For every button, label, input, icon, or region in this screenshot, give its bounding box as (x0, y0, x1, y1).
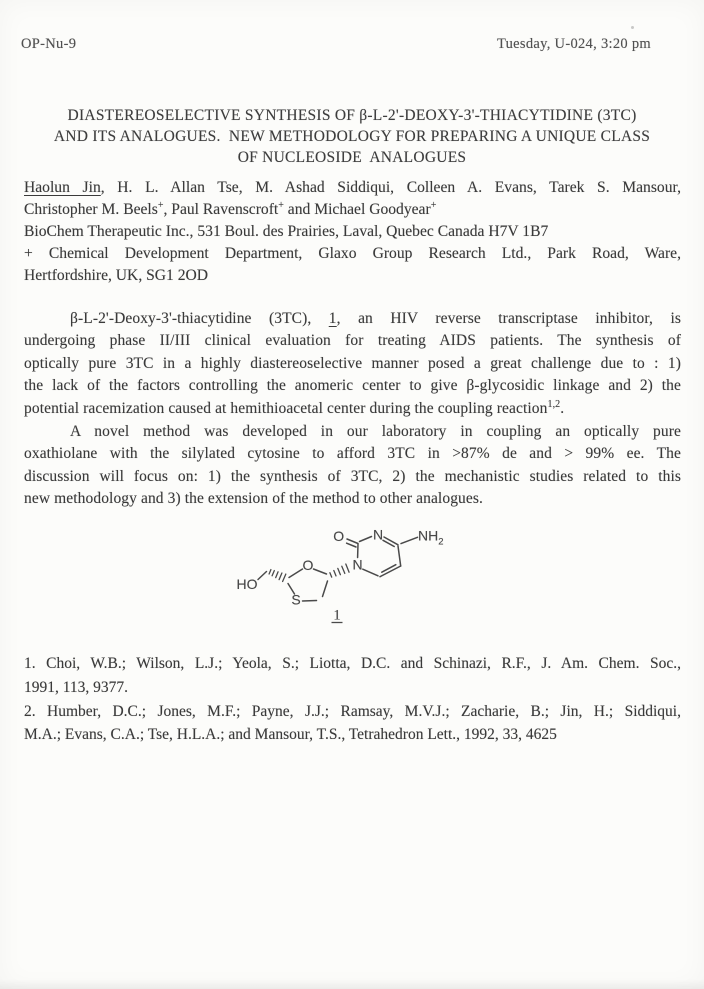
affiliation-superscript: + (157, 199, 164, 211)
reference-1-line-2: 1991, 113, 9377. (24, 678, 129, 696)
text-line: oxathiolane with the silylated cytosine to afford 3TC in >87% de and > 99% ee. The (24, 445, 681, 463)
paper-title (20, 105, 684, 168)
atom-label-ho: HO (236, 576, 258, 592)
title-line-3: OF NUCLEOSIDE ANALOGUES (237, 149, 467, 166)
text-line: discussion will focus on: 1) the synthesis of 3TC, 2) the mechanistic studies related to this (24, 467, 681, 485)
references-block (24, 652, 681, 747)
atom-label-ring-o: O (302, 557, 314, 573)
session-schedule: Tuesday, U-024, 3:20 pm (496, 36, 651, 52)
text-line: optically pure 3TC in a highly diastereoselective manner posed a great challenge due to : 1) (24, 354, 681, 372)
page-header (21, 36, 651, 53)
text-line (24, 308, 681, 330)
affiliation-superscript: + (278, 199, 284, 211)
session-code: OP-Nu-9 (21, 36, 77, 52)
text-line: undergoing phase II/III clinical evaluation for treating AIDS patients. The synthesis of (24, 332, 681, 350)
text-line: new methodology and 3) the extension of the method to other analogues. (24, 490, 483, 508)
text-line (24, 398, 681, 420)
affiliation-superscript: + (430, 199, 437, 211)
text-line: the lack of the factors controlling the anomeric center to give β-glycosidic linkage and 2) the (24, 377, 681, 395)
atom-label-n1: N (352, 556, 363, 573)
author-name: Christopher M. Beels (24, 201, 158, 218)
author-name: and Michael Goodyear (283, 201, 431, 218)
atom-label-amine: $NH_2$ (418, 527, 444, 548)
scan-speck (631, 26, 634, 29)
atom-label-carbonyl-o: O (333, 528, 345, 544)
title-line-1: DIASTEREOSELECTIVE SYNTHESIS OF β-L-2'-DEOXY-3'-THIACYTIDINE (3TC) (67, 107, 637, 124)
reference-1-line-1: 1. Choi, W.B.; Wilson, L.J.; Yeola, S.; Liotta, D.C. and Schinazi, R.F., J. Am. Chem. Soc., (24, 655, 681, 672)
presenting-author: Haolun Jin (24, 179, 101, 196)
authors-block (24, 177, 681, 287)
title-line-2: AND ITS ANALOGUES. NEW METHODOLOGY FOR PREPARING A UNIQUE CLASS (53, 128, 651, 145)
text-segment: . (560, 399, 565, 417)
author-line-2 (24, 199, 681, 221)
abstract-paragraph-2 (24, 421, 681, 511)
compound-number-label: 1 (333, 607, 341, 624)
affiliation-line-1: BioChem Therapeutic Inc., 531 Boul. des Prairies, Laval, Quebec Canada H7V 1B7 (24, 223, 549, 240)
reference-2-line-2: M.A.; Evans, C.A.; Tse, H.L.A.; and Mansour, T.S., Tetrahedron Lett., 1992, 33, 4625 (24, 726, 557, 744)
scan-edge-shading (0, 979, 704, 989)
author-name: , Paul Ravenscroft (163, 201, 279, 218)
text-segment: , an HIV reverse transcriptase inhibitor, is (336, 310, 681, 327)
3tc-structure-drawing (228, 511, 480, 641)
compound-1-figure (228, 511, 480, 641)
text-segment: potential racemization caused at hemithioacetal center during the coupling reaction (24, 399, 548, 417)
atom-label-n3: N (372, 526, 384, 543)
atom-label-s: S (291, 591, 301, 608)
citation-superscript: 1,2 (547, 398, 561, 410)
compound-number-ref: 1 (328, 310, 337, 327)
abstract-paragraph-1 (24, 308, 681, 420)
author-line-1-rest: , H. L. Allan Tse, M. Ashad Siddiqui, Colleen A. Evans, Tarek S. Mansour, (100, 179, 681, 196)
author-line-1 (24, 177, 681, 199)
text-segment: β-L-2'-Deoxy-3'-thiacytidine (3TC), (70, 310, 329, 327)
affiliation-line-3: Hertfordshire, UK, SG1 2OD (24, 267, 209, 284)
affiliation-line-2: + Chemical Development Department, Glaxo Group Research Ltd., Park Road, Ware, (24, 245, 681, 262)
text-line: A novel method was developed in our laboratory in coupling an optically pure (70, 423, 681, 440)
reference-2-line-1: 2. Humber, D.C.; Jones, M.F.; Payne, J.J.; Ramsay, M.V.J.; Zacharie, B.; Jin, H.; Siddiqui, (24, 702, 681, 720)
